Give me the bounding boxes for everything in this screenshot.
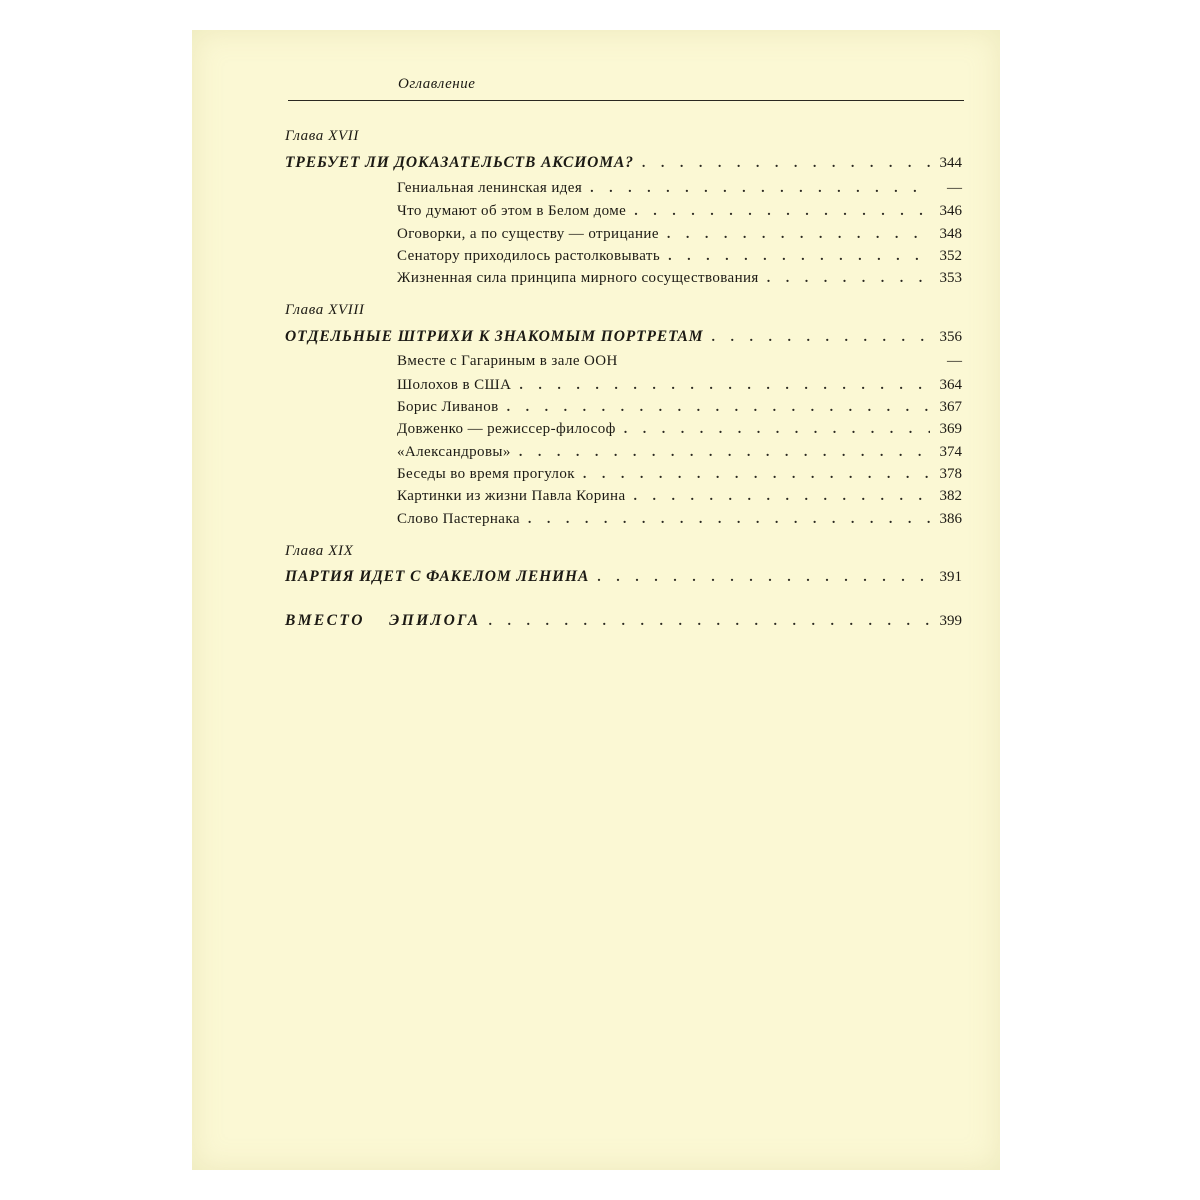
dot-leader — [528, 512, 930, 528]
page-number: — — [947, 353, 962, 369]
page-number: 386 — [939, 511, 962, 527]
dot-leader — [767, 271, 930, 287]
toc-chapter-entry[interactable] — [285, 328, 962, 346]
toc-section-entry[interactable] — [397, 248, 962, 265]
dot-leader — [597, 570, 930, 586]
toc-section-entry[interactable] — [397, 421, 962, 438]
page-number: 344 — [939, 155, 962, 171]
page-number: 346 — [939, 203, 962, 219]
dot-leader — [590, 181, 930, 197]
page-number: 364 — [939, 377, 962, 393]
dot-leader — [668, 249, 930, 265]
section-title: Оговорки, а по существу — отрицание — [397, 226, 659, 242]
page-number: 399 — [939, 613, 962, 629]
chapter-title: ОТДЕЛЬНЫЕ ШТРИХИ К ЗНАКОМЫМ ПОРТРЕТАМ — [285, 328, 704, 345]
page-number: 391 — [939, 569, 962, 585]
chapter-label: Глава XIX — [285, 543, 354, 559]
section-title: Слово Пастернака — [397, 511, 520, 527]
toc-chapter-entry[interactable] — [285, 568, 962, 586]
dot-leader — [519, 445, 930, 461]
toc-section-entry[interactable] — [397, 488, 962, 505]
section-title: Шолохов в США — [397, 377, 512, 393]
book-page — [192, 30, 1000, 1170]
section-title: Жизненная сила принципа мирного сосуществования — [397, 270, 759, 286]
toc-section-entry[interactable] — [397, 180, 962, 197]
page-number: 378 — [939, 466, 962, 482]
chapter-label: Глава XVII — [285, 128, 359, 144]
header-rule — [288, 100, 964, 101]
dot-leader — [519, 378, 930, 394]
page-number: 374 — [939, 444, 962, 460]
toc-section-entry[interactable] — [397, 399, 962, 416]
section-title: Что думают об этом в Белом доме — [397, 203, 627, 219]
dot-leader — [642, 156, 930, 172]
toc-section-entry[interactable] — [397, 226, 962, 243]
chapter-label: Глава XVIII — [285, 302, 365, 318]
running-head: Оглавление — [398, 76, 476, 92]
section-title: Сенатору приходилось растолковывать — [397, 248, 661, 264]
toc-epilogue-entry[interactable] — [285, 612, 962, 630]
toc-section-entry[interactable] — [397, 466, 962, 483]
dot-leader — [667, 227, 930, 243]
dot-leader — [624, 422, 930, 438]
chapter-title: ТРЕБУЕТ ЛИ ДОКАЗАТЕЛЬСТВ АКСИОМА? — [285, 154, 634, 171]
toc-section-entry[interactable] — [397, 203, 962, 220]
toc-section-entry[interactable] — [397, 353, 962, 370]
dot-leader — [507, 400, 930, 416]
page-number: — — [947, 180, 962, 196]
dot-leader — [634, 489, 930, 505]
chapter-title: ПАРТИЯ ИДЕТ С ФАКЕЛОМ ЛЕНИНА — [285, 568, 590, 585]
epilogue-title: ВМЕСТО ЭПИЛОГА — [285, 612, 481, 629]
toc-section-entry[interactable] — [397, 377, 962, 394]
toc-chapter-entry[interactable] — [285, 154, 962, 172]
section-title: Беседы во время прогулок — [397, 466, 575, 482]
page-number: 369 — [939, 421, 962, 437]
dot-leader — [634, 204, 930, 220]
page-number: 367 — [939, 399, 962, 415]
section-title: Довженко — режиссер-философ — [397, 421, 616, 437]
section-title: Гениальная ленинская идея — [397, 180, 583, 196]
section-title: Борис Ливанов — [397, 399, 499, 415]
dot-leader — [489, 614, 931, 630]
page-number: 382 — [939, 488, 962, 504]
page-number: 352 — [939, 248, 962, 264]
toc-section-entry[interactable] — [397, 511, 962, 528]
section-title: «Александровы» — [397, 444, 511, 460]
toc-section-entry[interactable] — [397, 270, 962, 287]
dot-leader — [711, 330, 930, 346]
toc-section-entry[interactable] — [397, 444, 962, 461]
section-title: Картинки из жизни Павла Корина — [397, 488, 626, 504]
page-number: 348 — [939, 226, 962, 242]
page-number: 356 — [939, 329, 962, 345]
dot-leader — [583, 467, 930, 483]
page-number: 353 — [939, 270, 962, 286]
section-title: Вместе с Гагариным в зале ООН — [397, 353, 618, 369]
